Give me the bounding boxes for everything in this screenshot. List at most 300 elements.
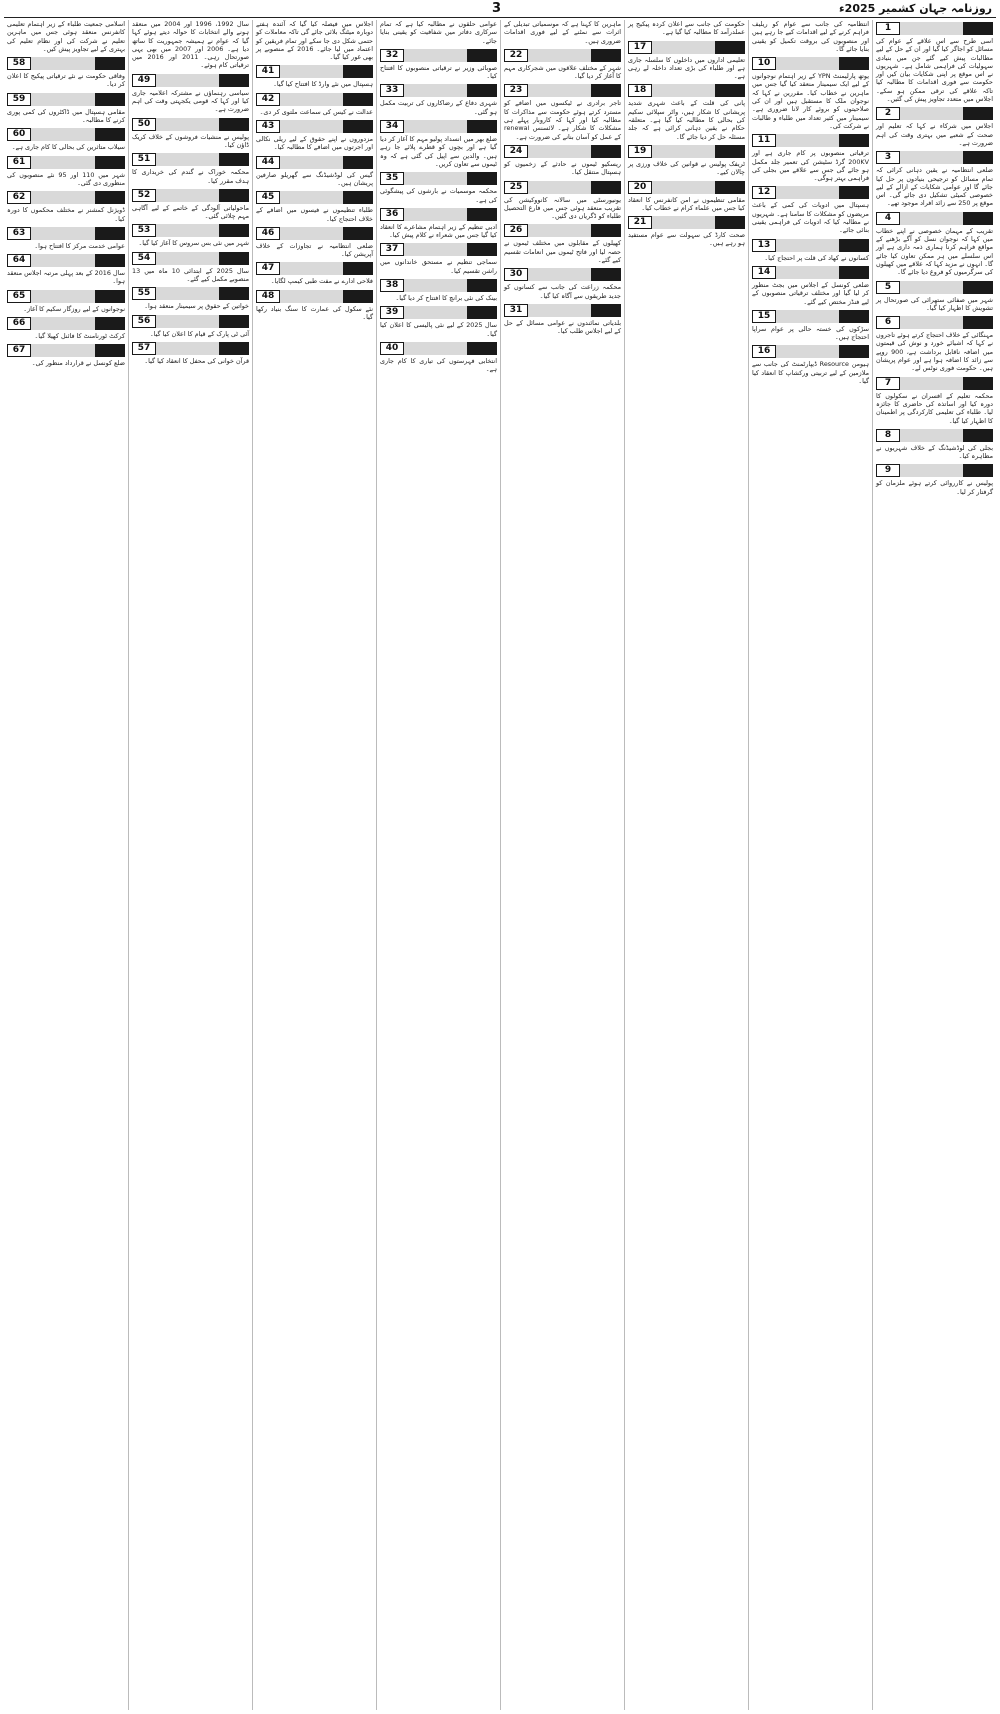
item-bar-fill — [404, 279, 467, 292]
item-number-bar — [7, 344, 125, 357]
item-bar-fill — [31, 191, 95, 204]
item-number-bar — [752, 345, 869, 358]
news-item — [7, 290, 125, 313]
item-number-bar — [256, 120, 373, 133]
item-number: 59 — [7, 93, 31, 106]
item-number-bar — [132, 189, 249, 202]
item-number: 1 — [876, 22, 900, 35]
item-body-text: ہسپتال میں نئے وارڈ کا افتتاح کیا گیا۔ — [273, 80, 373, 89]
item-body-text: ریسکیو ٹیموں نے حادثے کے زخمیوں کو ہسپتال منتقل کیا۔ — [504, 159, 621, 177]
item-label-tag — [839, 186, 869, 199]
item-number-bar — [132, 287, 249, 300]
news-item — [504, 268, 621, 300]
item-bar-fill — [31, 57, 95, 70]
item-bar-fill — [156, 153, 219, 166]
item-number-bar — [256, 262, 373, 275]
item-body-text: انتخابی فہرستوں کی تیاری کا کام جاری ہے۔ — [380, 356, 497, 374]
item-label-tag — [219, 189, 249, 202]
item-label-tag — [591, 224, 621, 237]
item-number: 9 — [876, 464, 900, 477]
news-item — [7, 344, 125, 367]
news-item — [380, 342, 497, 374]
item-number-bar — [132, 118, 249, 131]
item-number: 46 — [256, 227, 280, 240]
item-body-text: اسی طرح سے اس علاقے کے عوام کی مسائل کو اجاگر کیا گیا اور ان کے حل کے لیے مطالبات پیش کیے گئے جن میں بنیادی سہولیات کی فراہمی شامل ہے۔ شہریوں نے اس موقع پر اپنی شکایات بیان کیں اور حکومت سے فوری اقدامات کا مطالبہ کیا تاکہ علاقے کی ترقی ممکن ہو سکے۔ اجلاس میں متعدد تجاویز پیش کی گئیں۔ — [876, 37, 993, 104]
item-label-tag — [963, 377, 993, 390]
news-column — [128, 20, 252, 1710]
item-number: 14 — [752, 266, 776, 279]
news-item — [256, 20, 373, 61]
item-label-tag — [467, 279, 497, 292]
item-number-bar — [7, 254, 125, 267]
item-bar-fill — [31, 93, 95, 106]
news-item — [7, 227, 125, 250]
item-number-bar — [256, 290, 373, 303]
news-item — [256, 156, 373, 188]
item-number-bar — [132, 153, 249, 166]
item-body-text: تعلیمی اداروں میں داخلوں کا سلسلہ جاری ہے اور طلباء کی بڑی تعداد داخلہ لے رہی ہے۔ — [628, 55, 745, 81]
item-number: 39 — [380, 306, 404, 319]
item-body-text: اجلاس میں فیصلہ کیا گیا کہ آئندہ ہفتے دوبارہ میٹنگ بلائی جائے گی تاکہ معاملات کو حتمی شکل دی جا سکے اور تمام فریقین کو اعتماد میں لیا جائے۔ 2016 کے منصوبے پر بھی غور کیا گیا۔ — [256, 20, 374, 62]
news-item — [256, 290, 373, 322]
item-number: 26 — [504, 224, 528, 237]
news-item — [256, 227, 373, 259]
item-label-tag — [467, 243, 497, 256]
item-number: 62 — [7, 191, 31, 204]
news-column — [252, 20, 376, 1710]
item-bar-fill — [280, 93, 343, 106]
item-body-text: نوجوانوں کے لیے روزگار سکیم کا آغاز۔ — [23, 304, 125, 313]
item-body-text: ماحولیاتی آلودگی کے خاتمے کے لیے آگاہی مہم چلائی گئی۔ — [132, 203, 249, 221]
item-label-tag — [343, 227, 373, 240]
item-number: 61 — [7, 156, 31, 169]
item-label-tag — [963, 212, 993, 225]
item-body-text: تاجر برادری نے ٹیکسوں میں اضافے کو مسترد کرتے ہوئے حکومت سے مذاکرات کا مطالبہ کیا اور کہا کہ کاروبار پہلے ہی مشکلات کا شکار ہے۔ لائسنس renewal کے عمل کو آسان بنانے کی ضرورت ہے۔ — [504, 99, 621, 141]
item-body-text: ضلعی انتظامیہ نے تجاوزات کے خلاف آپریشن کیا۔ — [256, 241, 373, 259]
item-number: 35 — [380, 172, 404, 185]
item-number-bar — [256, 65, 373, 78]
item-number: 31 — [504, 304, 528, 317]
news-item — [752, 57, 869, 130]
item-body-text: ہسپتال میں ادویات کی کمی کے باعث مریضوں کو مشکلات کا سامنا ہے۔ شہریوں نے مطالبہ کیا کہ ادویات کی فراہمی یقینی بنائی جائے۔ — [752, 201, 869, 235]
item-body-text: بینک کی نئی برانچ کا افتتاح کر دیا گیا۔ — [395, 294, 497, 303]
item-label-tag — [591, 181, 621, 194]
item-body-text: محکمہ موسمیات نے بارشوں کی پیشگوئی کی ہے۔ — [380, 187, 497, 204]
news-column — [4, 20, 128, 1710]
item-body-text: ماہرین کا کہنا ہے کہ موسمیاتی تبدیلی کے اثرات سے نمٹنے کے لیے فوری اقدامات ضروری ہیں۔ — [504, 20, 621, 45]
item-body-text: شہر کے مختلف علاقوں میں شجرکاری مہم کا آغاز کر دیا گیا۔ — [504, 63, 621, 81]
item-body-text: بجلی کی لوڈشیڈنگ کے خلاف شہریوں نے مظاہرہ کیا۔ — [876, 443, 993, 461]
item-number: 65 — [7, 290, 31, 303]
item-body-text: انتظامیہ کی جانب سے عوام کو ریلیف فراہم کرنے کے لیے اقدامات کیے جا رہے ہیں اور منصوبوں کی بروقت تکمیل کو یقینی بنایا جائے گا۔ — [752, 20, 869, 53]
item-body-text: پولیس نے کارروائی کرتے ہوئے ملزمان کو گرفتار کر لیا۔ — [876, 479, 993, 496]
item-body-text: صحت کارڈ کی سہولت سے عوام مستفید ہو رہے ہیں۔ — [628, 231, 745, 248]
news-item — [380, 49, 497, 81]
item-body-text: شہر میں نئی بس سروس کا آغاز کیا گیا۔ — [138, 239, 249, 248]
news-item — [380, 306, 497, 338]
masthead-divider — [4, 17, 996, 18]
item-body-text: پولیس نے منشیات فروشوں کے خلاف کریک ڈاؤن کیا۔ — [132, 132, 249, 149]
item-number: 54 — [132, 252, 156, 265]
item-bar-fill — [31, 290, 95, 303]
item-number-bar — [504, 268, 621, 281]
item-number: 11 — [752, 134, 776, 147]
item-number-bar — [7, 93, 125, 106]
item-label-tag — [95, 344, 125, 357]
item-label-tag — [467, 49, 497, 62]
item-number: 66 — [7, 317, 31, 330]
news-item — [504, 145, 621, 177]
item-bar-fill — [528, 145, 591, 158]
item-label-tag — [963, 107, 993, 120]
item-body-text: تقریب کے مہمان خصوصی نے اپنے خطاب میں کہا کہ نوجوان نسل کو آگے بڑھنے کے مواقع فراہم کرنا ہماری ذمہ داری ہے اور اس سلسلے میں ہر ممکن تعاون کیا جائے گا۔ انہوں نے مزید کہا کہ علاقے میں کھیلوں کی سرگرمیوں کو فروغ دیا جائے گا۔ — [876, 226, 993, 277]
item-number: 52 — [132, 189, 156, 202]
item-bar-fill — [404, 243, 467, 256]
item-bar-fill — [156, 118, 219, 131]
item-number-bar — [7, 227, 125, 240]
item-bar-fill — [652, 84, 715, 97]
item-bar-fill — [156, 74, 219, 87]
item-bar-fill — [280, 120, 343, 133]
news-item — [256, 65, 373, 88]
item-number: 37 — [380, 243, 404, 256]
item-label-tag — [963, 429, 993, 442]
item-body-text: سماجی تنظیم نے مستحق خاندانوں میں راشن تقسیم کیا۔ — [380, 258, 497, 275]
item-body-text: پانی کی قلت کے باعث شہری شدید پریشانی کا شکار ہیں، واٹر سپلائی سکیم کی بحالی کا مطالبہ کیا گیا ہے۔ متعلقہ حکام نے یقین دہانی کرائی ہے کہ جلد مسئلہ حل کر دیا جائے گا۔ — [628, 99, 745, 141]
item-number-bar — [7, 156, 125, 169]
item-body-text: ضلعی انتظامیہ نے یقین دہانی کرائی کہ تمام مسائل کو ترجیحی بنیادوں پر حل کیا جائے گا اور عوامی شکایات کے ازالے کے لیے خصوصی کمیٹی تشکیل دی جائے گی۔ اس موقع پر 250 سے زائد افراد موجود تھے۔ — [876, 166, 993, 208]
news-column — [872, 20, 996, 1710]
item-number-bar — [380, 84, 497, 97]
news-item — [132, 20, 249, 70]
item-bar-fill — [900, 464, 963, 477]
page-number: 3 — [492, 1, 502, 16]
item-number-bar — [628, 41, 745, 54]
news-item — [876, 429, 993, 461]
news-item — [7, 191, 125, 223]
item-bar-fill — [776, 310, 839, 323]
item-number-bar — [876, 22, 993, 35]
news-item — [504, 181, 621, 221]
item-body-text: سڑکوں کی خستہ حالی پر عوام سراپا احتجاج ہیں۔ — [752, 324, 869, 342]
item-body-text: شہر میں 110 اور 95 نئے منصوبوں کی منظوری دی گئی۔ — [7, 170, 125, 187]
item-body-text: مزدوروں نے اپنے حقوق کے لیے ریلی نکالی اور اجرتوں میں اضافے کا مطالبہ کیا۔ — [256, 135, 373, 152]
item-number: 3 — [876, 151, 900, 164]
item-label-tag — [839, 310, 869, 323]
item-bar-fill — [652, 181, 715, 194]
item-body-text: مقامی تنظیموں نے امن کانفرنس کا انعقاد کیا جس میں علماء کرام نے خطاب کیا۔ — [628, 195, 745, 212]
item-number-bar — [380, 279, 497, 292]
item-number-bar — [380, 243, 497, 256]
item-label-tag — [95, 317, 125, 330]
item-body-text: فلاحی ادارے نے مفت طبی کیمپ لگایا۔ — [270, 277, 373, 286]
news-item — [7, 20, 125, 53]
news-item — [876, 464, 993, 496]
item-number: 4 — [876, 212, 900, 225]
item-label-tag — [715, 145, 745, 158]
item-bar-fill — [528, 49, 591, 62]
item-body-text: ڈویژنل کمشنر نے مختلف محکموں کا دورہ کیا۔ — [7, 206, 125, 223]
item-body-text: اجلاس میں شرکاء نے کہا کہ تعلیم اور صحت کے شعبے میں بہتری وقت کی اہم ضرورت ہے۔ — [876, 122, 993, 147]
item-number: 34 — [380, 120, 404, 133]
news-item — [7, 156, 125, 188]
item-number-bar — [876, 151, 993, 164]
item-body-text: سیلاب متاثرین کی بحالی کا کام جاری ہے۔ — [11, 143, 125, 152]
news-item — [7, 317, 125, 340]
item-body-text: قرآن خوانی کی محفل کا انعقاد کیا گیا۔ — [144, 356, 249, 365]
item-bar-fill — [280, 156, 343, 169]
news-item — [628, 20, 745, 37]
item-number-bar — [256, 93, 373, 106]
news-item — [628, 181, 745, 213]
item-label-tag — [839, 57, 869, 70]
item-number: 20 — [628, 181, 652, 194]
item-number: 47 — [256, 262, 280, 275]
item-label-tag — [467, 208, 497, 221]
news-item — [876, 377, 993, 425]
item-label-tag — [839, 345, 869, 358]
item-label-tag — [343, 262, 373, 275]
news-item — [504, 84, 621, 140]
item-number-bar — [876, 281, 993, 294]
news-item — [876, 107, 993, 147]
item-body-text: یونیورسٹی میں سالانہ کانووکیشن کی تقریب منعقد ہوئی جس میں فارغ التحصیل طلباء کو ڈگریاں دی گئیں۔ — [504, 195, 621, 221]
item-number: 42 — [256, 93, 280, 106]
item-number-bar — [380, 306, 497, 319]
item-number-bar — [752, 310, 869, 323]
item-number: 58 — [7, 57, 31, 70]
item-label-tag — [715, 41, 745, 54]
newspaper-title: روزنامہ جہان کشمیر 2025ء — [839, 2, 992, 15]
news-column — [624, 20, 748, 1710]
item-number: 53 — [132, 224, 156, 237]
item-label-tag — [467, 342, 497, 355]
item-body-text: کسانوں نے کھاد کی قلت پر احتجاج کیا۔ — [764, 253, 869, 262]
item-body-text: یوتھ پارلیمنٹ YPN کے زیر اہتمام نوجوانوں کے لیے ایک سیمینار منعقد کیا گیا جس میں ماہرین نے خطاب کیا۔ مقررین نے کہا کہ نوجوان ملک کا مستقبل ہیں اور ان کی صلاحیتوں کو بروئے کار لانا ضروری ہے۔ سیمینار میں کثیر تعداد میں طلباء و طالبات نے شرکت کی۔ — [752, 72, 869, 130]
news-item — [132, 315, 249, 338]
news-item — [504, 49, 621, 81]
item-label-tag — [219, 252, 249, 265]
item-bar-fill — [900, 316, 963, 329]
item-bar-fill — [280, 262, 343, 275]
item-bar-fill — [776, 239, 839, 252]
item-number-bar — [504, 224, 621, 237]
item-label-tag — [219, 74, 249, 87]
item-bar-fill — [280, 65, 343, 78]
item-number: 13 — [752, 239, 776, 252]
item-number: 12 — [752, 186, 776, 199]
item-bar-fill — [900, 107, 963, 120]
item-number: 17 — [628, 41, 652, 54]
item-label-tag — [343, 120, 373, 133]
item-number: 56 — [132, 315, 156, 328]
item-label-tag — [95, 93, 125, 106]
item-body-text: محکمہ تعلیم کے افسران نے سکولوں کا دورہ کیا اور اساتذہ کی حاضری کا جائزہ لیا۔ طلباء کی تعلیمی کارکردگی پر اطمینان کا اظہار کیا گیا۔ — [876, 391, 993, 425]
item-number-bar — [504, 49, 621, 62]
item-bar-fill — [900, 22, 963, 35]
item-label-tag — [343, 93, 373, 106]
item-number: 10 — [752, 57, 776, 70]
item-bar-fill — [404, 120, 467, 133]
item-bar-fill — [776, 57, 839, 70]
item-body-text: بلدیاتی نمائندوں نے عوامی مسائل کے حل کے لیے اجلاس طلب کیا۔ — [504, 318, 621, 336]
item-number: 15 — [752, 310, 776, 323]
item-label-tag — [95, 227, 125, 240]
item-number-bar — [7, 317, 125, 330]
item-body-text: ضلع کونسل نے قرارداد منظور کی۔ — [31, 359, 125, 368]
item-bar-fill — [528, 84, 591, 97]
item-label-tag — [839, 134, 869, 147]
item-bar-fill — [528, 304, 591, 317]
item-body-text: مقامی ہسپتال میں ڈاکٹروں کی کمی پوری کرنے کا مطالبہ۔ — [7, 107, 125, 125]
item-number: 41 — [256, 65, 280, 78]
item-bar-fill — [652, 145, 715, 158]
item-label-tag — [219, 315, 249, 328]
item-label-tag — [715, 181, 745, 194]
news-column — [376, 20, 500, 1710]
news-item — [132, 153, 249, 185]
item-bar-fill — [404, 208, 467, 221]
item-label-tag — [715, 216, 745, 229]
item-number: 2 — [876, 107, 900, 120]
item-body-text: کھیلوں کے مقابلوں میں مختلف ٹیموں نے حصہ لیا اور فاتح ٹیموں میں انعامات تقسیم کیے گئے۔ — [504, 239, 621, 265]
item-bar-fill — [528, 181, 591, 194]
item-bar-fill — [404, 172, 467, 185]
news-item — [876, 151, 993, 207]
item-body-text: نئے سکول کی عمارت کا سنگ بنیاد رکھا گیا۔ — [256, 304, 373, 322]
item-bar-fill — [776, 266, 839, 279]
news-item — [752, 345, 869, 385]
item-bar-fill — [31, 344, 95, 357]
item-number-bar — [380, 49, 497, 62]
item-number-bar — [256, 227, 373, 240]
item-number-bar — [380, 342, 497, 355]
item-number-bar — [7, 128, 125, 141]
item-bar-fill — [156, 287, 219, 300]
item-label-tag — [715, 84, 745, 97]
item-number: 45 — [256, 191, 280, 204]
item-number: 6 — [876, 316, 900, 329]
news-item — [752, 310, 869, 342]
item-body-text: گیس کی لوڈشیڈنگ سے گھریلو صارفین پریشان ہیں۔ — [256, 170, 373, 187]
news-item — [504, 224, 621, 264]
item-body-text: سال 2025 کے لیے نئی پالیسی کا اعلان کیا گیا۔ — [380, 321, 498, 338]
item-label-tag — [219, 153, 249, 166]
item-number: 60 — [7, 128, 31, 141]
news-item — [876, 22, 993, 103]
item-bar-fill — [404, 306, 467, 319]
item-bar-fill — [156, 189, 219, 202]
item-bar-fill — [776, 134, 839, 147]
item-bar-fill — [404, 342, 467, 355]
item-bar-fill — [156, 342, 219, 355]
news-item — [7, 57, 125, 89]
item-number-bar — [628, 216, 745, 229]
item-body-text: آئی ٹی پارک کے قیام کا اعلان کیا گیا۔ — [149, 329, 249, 338]
item-number-bar — [876, 377, 993, 390]
item-number: 22 — [504, 49, 528, 62]
item-label-tag — [95, 290, 125, 303]
news-item — [380, 20, 497, 45]
item-label-tag — [95, 156, 125, 169]
item-body-text: سال 2025 کے ابتدائی 10 ماہ میں 13 منصوبے مکمل کیے گئے۔ — [132, 266, 249, 284]
item-body-text: شہری دفاع کے رضاکاروں کی تربیت مکمل ہو گئی۔ — [380, 99, 497, 116]
news-item — [256, 191, 373, 223]
item-number: 64 — [7, 254, 31, 267]
item-body-text: شہر میں صفائی ستھرائی کی صورتحال پر تشویش کا اظہار کیا گیا۔ — [876, 295, 993, 312]
item-number-bar — [256, 191, 373, 204]
item-label-tag — [591, 145, 621, 158]
item-number: 16 — [752, 345, 776, 358]
item-label-tag — [95, 128, 125, 141]
item-label-tag — [591, 49, 621, 62]
item-body-text: صوبائی وزیر نے ترقیاتی منصوبوں کا افتتاح کیا۔ — [380, 63, 497, 81]
item-number: 40 — [380, 342, 404, 355]
news-item — [876, 281, 993, 313]
item-number-bar — [7, 290, 125, 303]
item-bar-fill — [156, 224, 219, 237]
item-bar-fill — [404, 84, 467, 97]
item-number: 25 — [504, 181, 528, 194]
item-number: 67 — [7, 344, 31, 357]
item-body-text: محکمہ خوراک نے گندم کی خریداری کا ہدف مقرر کیا۔ — [132, 168, 249, 185]
news-item — [628, 145, 745, 177]
item-label-tag — [467, 120, 497, 133]
news-item — [752, 186, 869, 234]
item-body-text: ضلع بھر میں انسداد پولیو مہم کا آغاز کر دیا گیا ہے اور بچوں کو قطرے پلائے جا رہے ہیں۔ والدین سے اپیل کی گئی ہے کہ وہ ٹیموں سے تعاون کریں۔ — [380, 135, 497, 168]
item-label-tag — [219, 342, 249, 355]
item-bar-fill — [900, 151, 963, 164]
item-number-bar — [132, 74, 249, 87]
item-label-tag — [963, 281, 993, 294]
item-bar-fill — [776, 345, 839, 358]
news-item — [752, 266, 869, 306]
item-body-text: عوامی خدمت مرکز کا افتتاح ہوا۔ — [34, 241, 125, 250]
item-number: 51 — [132, 153, 156, 166]
news-item — [628, 84, 745, 140]
item-number: 50 — [132, 118, 156, 131]
item-bar-fill — [900, 212, 963, 225]
item-label-tag — [95, 57, 125, 70]
item-label-tag — [591, 304, 621, 317]
item-number-bar — [876, 429, 993, 442]
item-label-tag — [963, 151, 993, 164]
item-bar-fill — [280, 290, 343, 303]
item-number-bar — [628, 181, 745, 194]
item-bar-fill — [280, 227, 343, 240]
item-number-bar — [504, 304, 621, 317]
item-bar-fill — [31, 317, 95, 330]
item-number-bar — [752, 134, 869, 147]
item-number: 55 — [132, 287, 156, 300]
news-columns — [4, 20, 996, 1710]
news-item — [380, 84, 497, 116]
news-item — [256, 120, 373, 152]
item-number-bar — [876, 464, 993, 477]
item-number-bar — [380, 120, 497, 133]
item-number: 19 — [628, 145, 652, 158]
item-bar-fill — [776, 186, 839, 199]
news-item — [876, 212, 993, 277]
item-number: 48 — [256, 290, 280, 303]
item-bar-fill — [652, 41, 715, 54]
news-item — [628, 41, 745, 81]
news-item — [380, 172, 497, 204]
item-number: 30 — [504, 268, 528, 281]
item-body-text: عدالت نے کیس کی سماعت ملتوی کر دی۔ — [259, 107, 373, 116]
item-number: 33 — [380, 84, 404, 97]
item-number-bar — [752, 266, 869, 279]
